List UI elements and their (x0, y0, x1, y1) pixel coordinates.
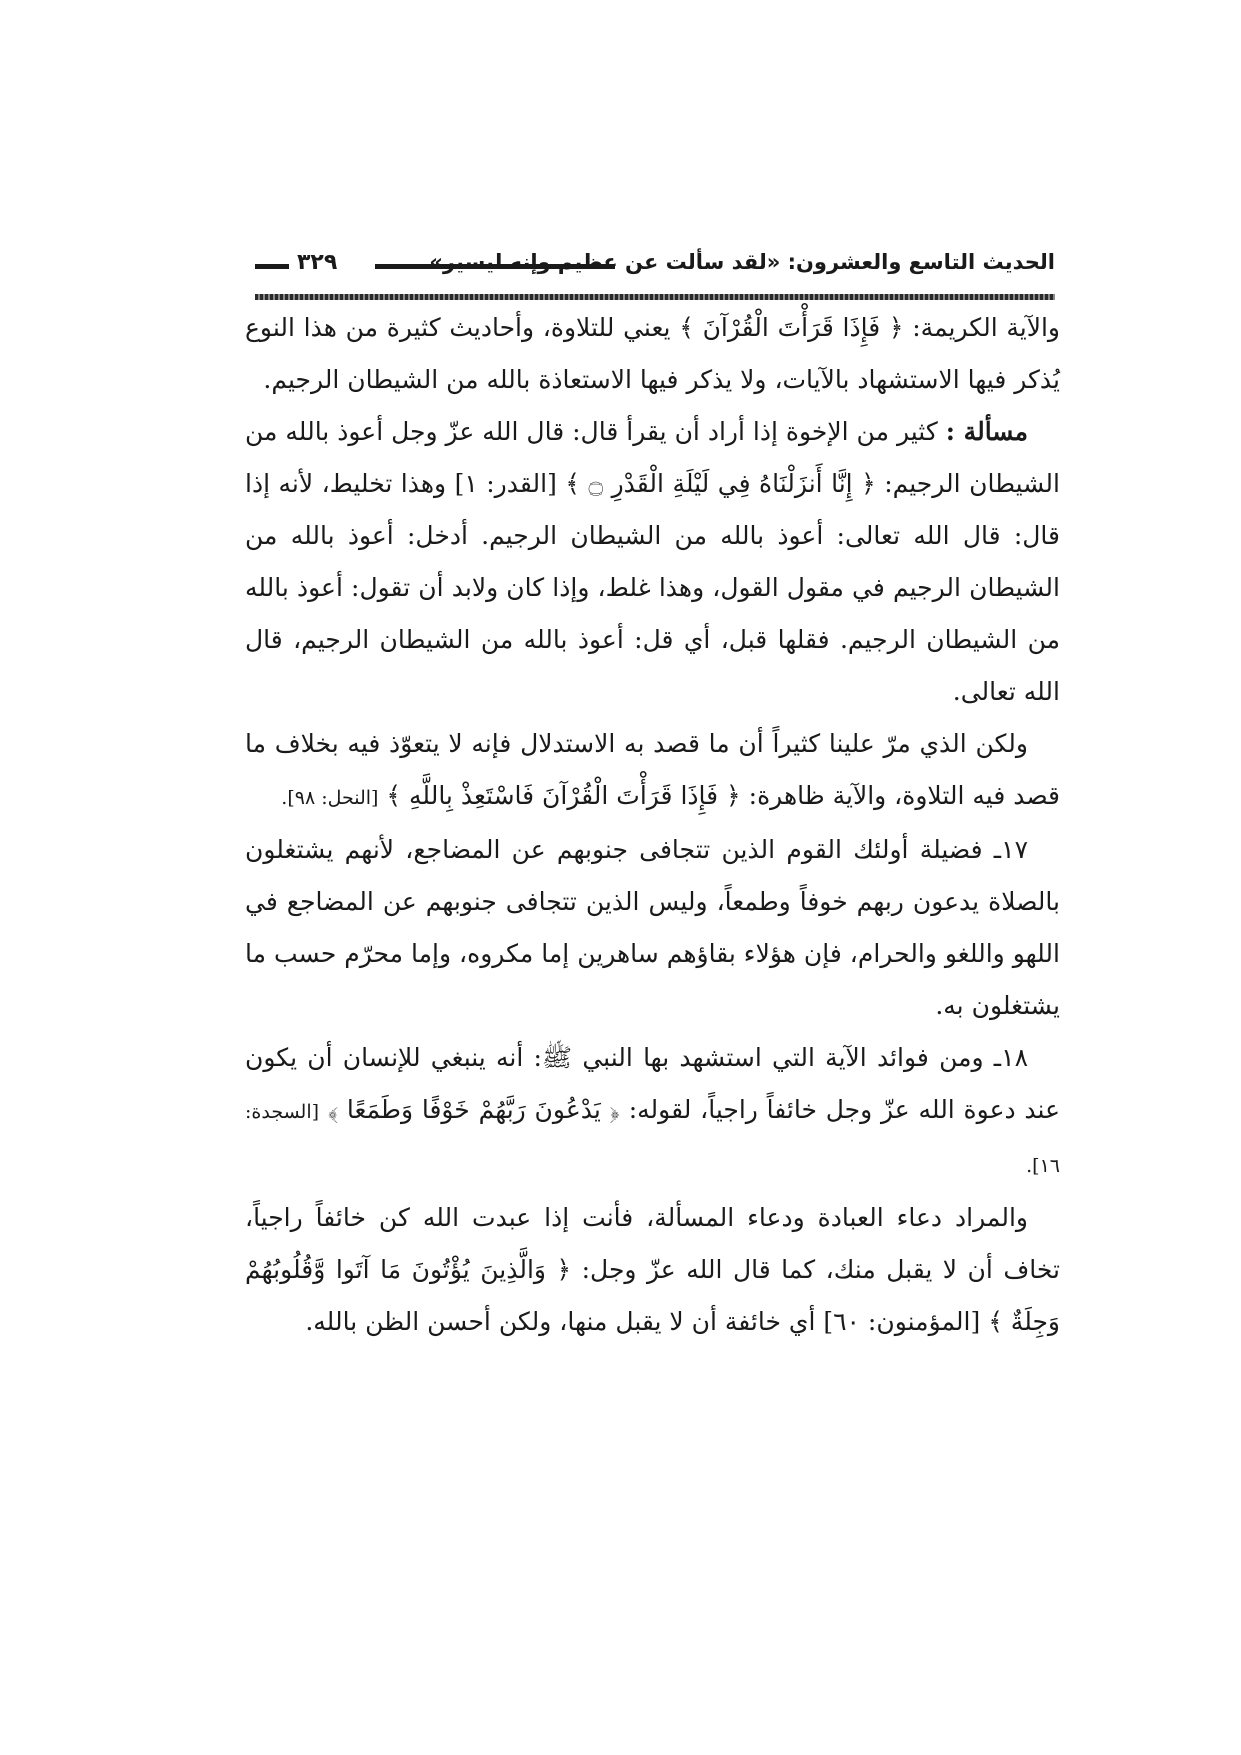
paragraph-2 (245, 406, 1060, 718)
body-text (245, 302, 1060, 1348)
paragraph-5 (245, 1032, 1060, 1192)
paragraph-2-text: كثير من الإخوة إذا أراد أن يقرأ قال: قال الله عزّ وجل أعوذ بالله من الشيطان الرجيم: ﴿ إِنَّا أَنزَلْنَاهُ فِي لَيْلَةِ الْقَدْرِ ۝ ﴾ [القدر: ١] وهذا تخليط، لأنه إذا قال: قال الله تعالى: أعوذ بالله من الشيطان الرجيم. أدخل: أعوذ بالله من الشيطان الرجيم في مقول القول، وهذا غلط، وإذا كان ولابد أن تقول: أعوذ بالله من الشيطان الرجيم. فقلها قبل، أي قل: أعوذ بالله من الشيطان الرجيم، قال الله تعالى. (245, 417, 1060, 706)
page-number-ornament-left (255, 264, 289, 269)
paragraph-3-text: ولكن الذي مرّ علينا كثيراً أن ما قصد به الاستدلال فإنه لا يتعوّذ فيه بخلاف ما قصد فيه التلاوة، والآية ظاهرة: ﴿ فَإِذَا قَرَأْتَ الْقُرْآنَ فَاسْتَعِذْ بِاللَّهِ ﴾ (245, 729, 1060, 810)
paragraph-4: ١٧ـ فضيلة أولئك القوم الذين تتجافى جنوبهم عن المضاجع، لأنهم يشتغلون بالصلاة يدعون ربهم خوفاً وطمعاً، وليس الذين تتجافى جنوبهم عن المضاجع في اللهو واللغو والحرام، فإن هؤلاء بقاؤهم ساهرين إما مكروه، وإما محرّم حسب ما يشتغلون به. (245, 835, 1060, 1020)
running-header-title: الحديث التاسع والعشرون: «لقد سألت عن عظيم وإنه ليسير» (429, 250, 1055, 274)
paragraph-5-text: ١٨ـ ومن فوائد الآية التي استشهد بها النبي ﷺ: أنه ينبغي للإنسان أن يكون عند دعوة الله عزّ وجل خائفاً راجياً، لقوله: ﴿ يَدْعُونَ رَبَّهُمْ خَوْفًا وَطَمَعًا ﴾ (245, 1043, 1061, 1124)
page-number: ٣٢٩ (297, 250, 338, 275)
paragraph-5-citation: [السجدة: ١٦]. (245, 1101, 1060, 1177)
header-rule (255, 294, 1055, 300)
running-header (255, 250, 1055, 280)
paragraph-1: والآية الكريمة: ﴿ فَإِذَا قَرَأْتَ الْقُرْآنَ ﴾ يعني للتلاوة، وأحاديث كثيرة من هذا النوع يُذكر فيها الاستشهاد بالآيات، ولا يذكر فيها الاستعاذة بالله من الشيطان الرجيم. (245, 313, 1060, 394)
paragraph-3 (245, 718, 1060, 824)
paragraph-6: والمراد دعاء العبادة ودعاء المسألة، فأنت إذا عبدت الله كن خائفاً راجياً، تخاف أن لا يقبل منك، كما قال الله عزّ وجل: ﴿ وَالَّذِينَ يُؤْتُونَ مَا آتَوا وَّقُلُوبُهُمْ وَجِلَةٌ ﴾ [المؤمنون: ٦٠] أي خائفة أن لا يقبل منها، ولكن أحسن الظن بالله. (245, 1203, 1060, 1336)
paragraph-3-citation: [النحل: ٩٨]. (281, 787, 379, 809)
paragraph-2-lead: مسألة : (945, 417, 1029, 446)
